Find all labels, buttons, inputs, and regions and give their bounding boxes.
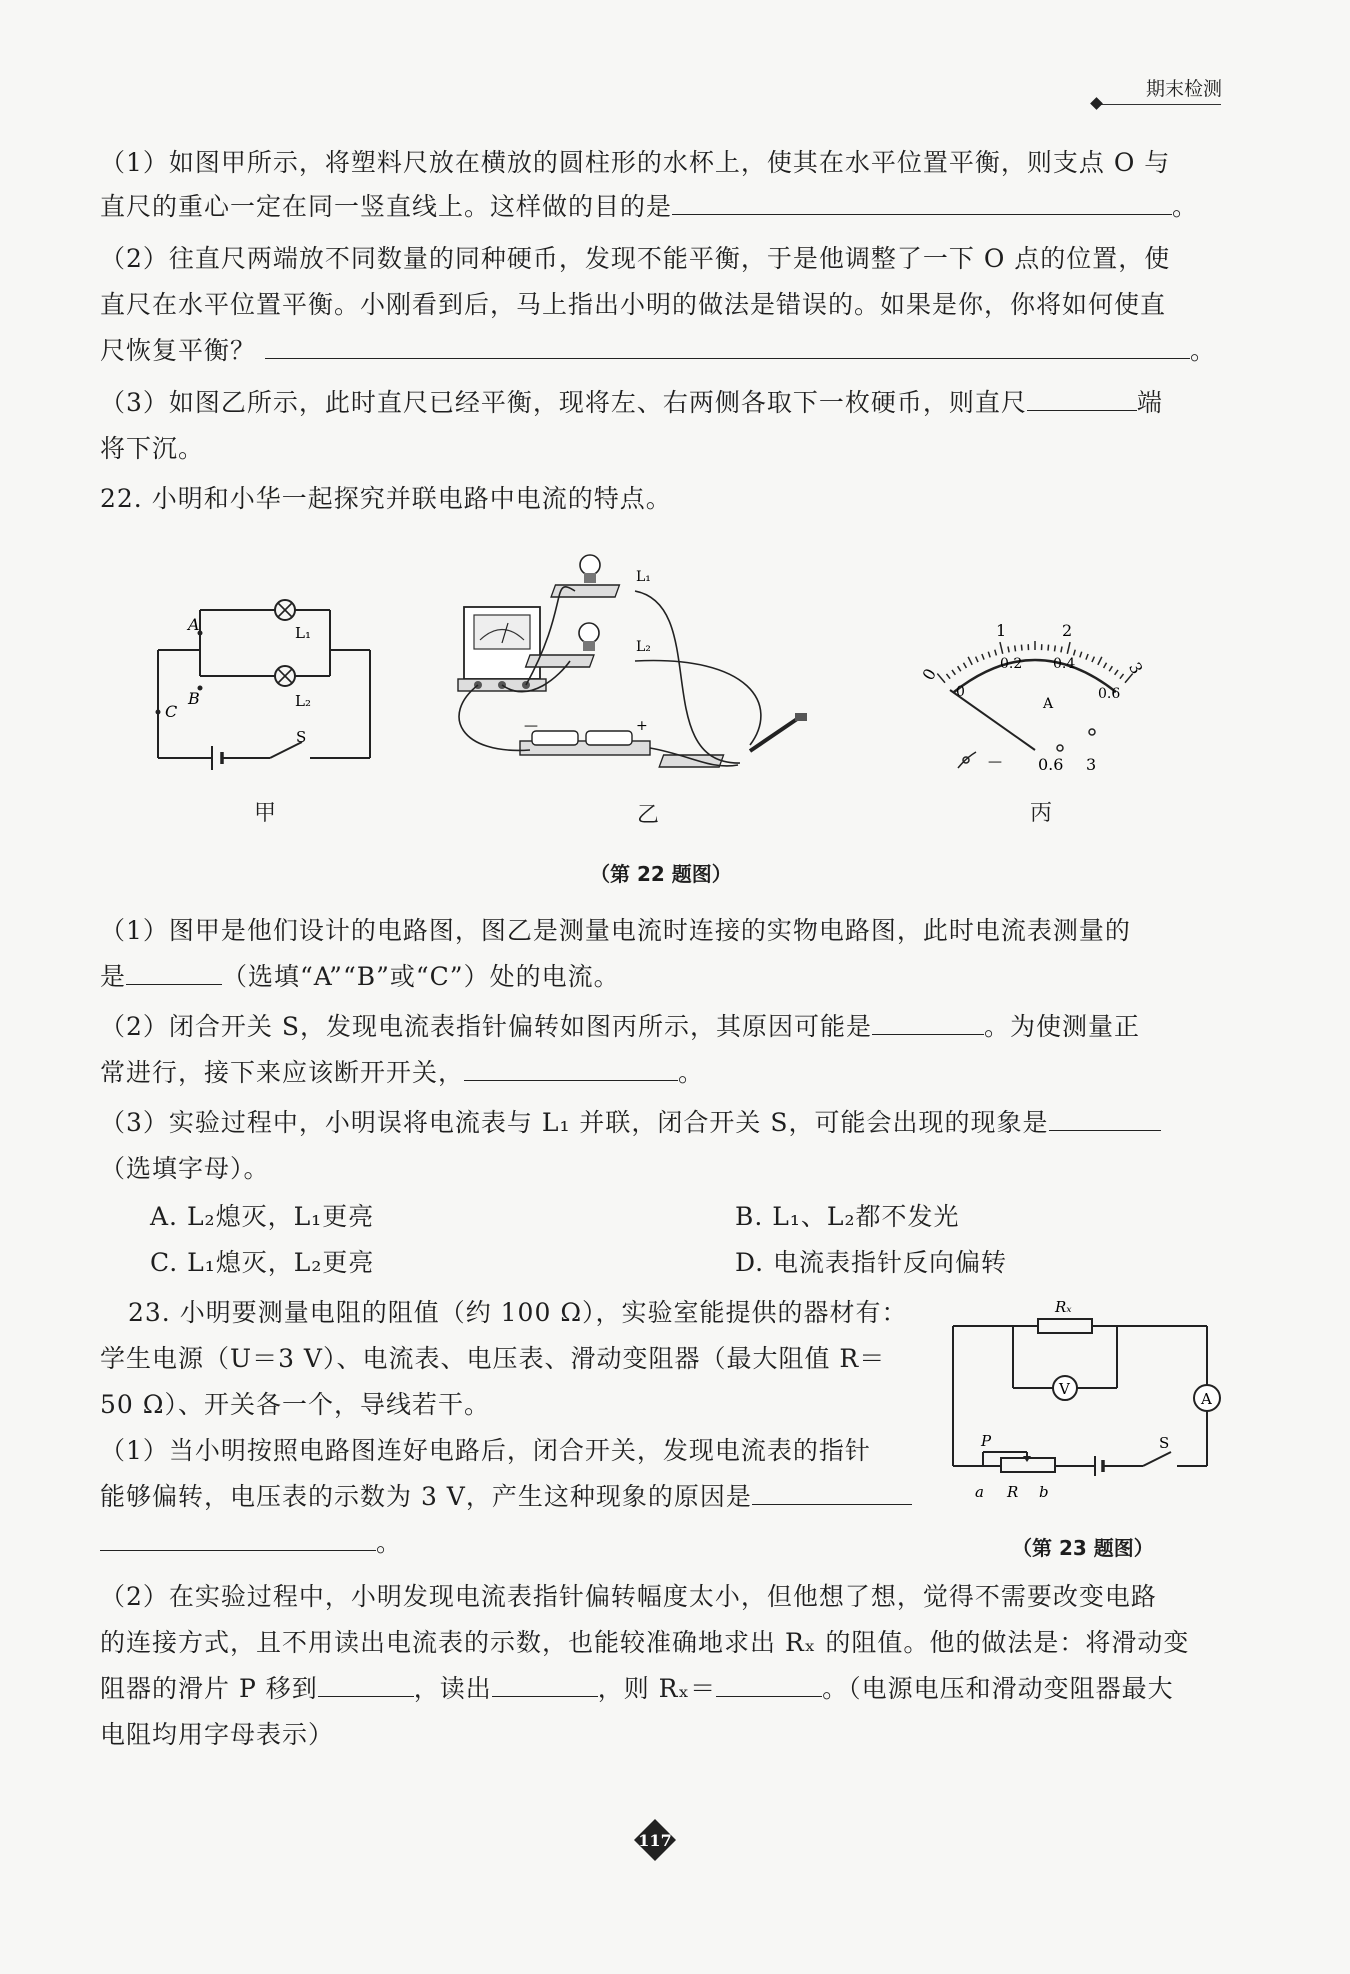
dial-tick (1067, 642, 1070, 654)
header-rule (1096, 104, 1221, 105)
page-number: 117 (638, 1831, 672, 1850)
label-b: b (1039, 1483, 1049, 1501)
q23-line1: 23. 小明要测量电阻的阻值（约 100 Ω），实验室能提供的器材有： (128, 1298, 908, 1327)
label-L1: L₁ (295, 624, 311, 642)
q22-part1-line1: （1）图甲是他们设计的电路图，图乙是测量电流时连接的实物电路图，此时电流表测量的 (100, 916, 1131, 945)
resistor-Rx (1038, 1319, 1092, 1333)
fig-label-jia: 甲 (254, 801, 277, 826)
tick-0-bottom: 0 (956, 684, 965, 700)
dial-tick (1000, 642, 1003, 654)
ammeter-dial-bing (910, 600, 1150, 780)
q22-part2-line1: （2）闭合开关 S，发现电流表指针偏转如图丙所示，其原因可能是 。为使测量正 (100, 1012, 1140, 1041)
dial-tick (1015, 645, 1016, 651)
voltmeter-icon (1053, 1376, 1077, 1400)
q22-part3-line1: （3）实验过程中，小明误将电流表与 L₁ 并联，闭合开关 S，可能会出现的现象是 (100, 1100, 1222, 1146)
dial-tick (1086, 654, 1088, 660)
label-L1: L₁ (636, 569, 651, 585)
label-A: A (188, 615, 200, 634)
fig-label-yi: 乙 (637, 803, 660, 828)
ammeter-device-icon (458, 607, 546, 691)
dial-tick (968, 657, 972, 665)
q22-part2-line2: 常进行，接下来应该断开开关， 。 (100, 1058, 705, 1087)
label-S: S (1159, 1434, 1170, 1452)
q23-part1-line2: 能够偏转，电压表的示数为 3 V，产生这种现象的原因是 (100, 1474, 930, 1520)
terminal-3: 3 (1086, 755, 1097, 774)
q21-part3-line2: 将下沉。 (100, 434, 205, 463)
q21-part2-line2: 直尺在水平位置平衡。小刚看到后，马上指出小明的做法是错误的。如果是你，你将如何使直 (100, 290, 1167, 319)
dial-tick (976, 657, 978, 662)
meter-unit: A (1043, 696, 1054, 712)
label-R: R (1007, 1483, 1019, 1501)
dial-tick (1120, 674, 1124, 679)
tick-0-top: 0 (918, 665, 941, 684)
label-L2: L₂ (295, 692, 311, 710)
q21-part3-line1: （3）如图乙所示，此时直尺已经平衡，现将左、右两侧各取下一枚硬币，则直尺 端 (100, 388, 1163, 417)
dial-tick (1080, 652, 1082, 658)
switch-device-icon (659, 713, 807, 767)
dial-tick (1021, 645, 1022, 651)
q23-part2-line2: 的连接方式，且不用读出电流表的示数，也能较准确地求出 Rₓ 的阻值。他的做法是：将滑动变 (100, 1628, 1190, 1657)
dial-tick (988, 652, 990, 658)
q21-part2-line3: 尺恢复平衡？ 。 (100, 336, 1216, 365)
q23-part2-line4: 电阻均用字母表示） (100, 1720, 335, 1749)
fig23-caption: （第 23 题图） (1012, 1536, 1154, 1560)
dial-tick (1048, 645, 1049, 651)
dial-tick (982, 654, 984, 660)
lamp-L2-icon (275, 666, 295, 686)
q23-part1-line3: 。 (100, 1520, 930, 1566)
q22-part3-line2: （选填字母）。 (100, 1154, 270, 1183)
label-C: C (165, 702, 178, 721)
tick-02-bottom: 0.2 (1000, 656, 1023, 672)
dial-tick (946, 674, 950, 679)
dial-tick (958, 666, 961, 671)
q22-option-B: B. L₁、L₂都不发光 (735, 1202, 960, 1231)
dial-tick (995, 650, 997, 656)
header-title: 期末检测 (1145, 78, 1222, 100)
svg-text:A: A (1201, 1390, 1212, 1408)
q22-title: 22. 小明和小华一起探究并联电路中电流的特点。 (100, 484, 672, 513)
dial-tick (1109, 666, 1112, 671)
tick-04-bottom: 0.4 (1053, 656, 1076, 672)
q22-option-A: A. L₂熄灭，L₁更亮 (150, 1202, 375, 1231)
svg-text:V: V (1059, 1380, 1070, 1398)
label-B: B (188, 689, 200, 708)
dial-tick (1115, 670, 1118, 675)
tick-3-top: 3 (1125, 659, 1147, 678)
terminal-06: 0.6 (1038, 755, 1064, 774)
q21-part2-line1: （2）往直尺两端放不同数量的同种硬币，发现不能平衡，于是他调整了一下 O 点的位置，使 (100, 244, 1171, 273)
svg-text:—: — (524, 718, 538, 734)
dial-tick (1008, 647, 1009, 653)
q23-line3: 50 Ω）、开关各一个，导线若干。 (100, 1390, 490, 1419)
q21-part1-line1: （1）如图甲所示，将塑料尺放在横放的圆柱形的水杯上，使其在水平位置平衡，则支点 O 与 (100, 148, 1171, 177)
dial-tick (1098, 657, 1102, 665)
q23-part1-line1: （1）当小明按照电路图连好电路后，闭合开关，发现电流表的指针 (100, 1436, 871, 1465)
circuit-diagram-jia (150, 590, 380, 780)
tick-1-top: 1 (996, 621, 1007, 640)
fig22-caption: （第 22 题图） (590, 862, 732, 886)
battery-pack-icon (520, 718, 650, 755)
header-diamond-icon (1090, 97, 1103, 110)
label-a: a (975, 1483, 984, 1501)
q21-part1-line2: 直尺的重心一定在同一竖直线上。这样做的目的是 。 (100, 192, 1199, 221)
q22-part1-line2: 是 （选填“A”“B”或“C”）处的电流。 (100, 962, 620, 991)
label-S: S (296, 728, 307, 746)
q22-option-C: C. L₁熄灭，L₂更亮 (150, 1248, 375, 1277)
label-P: P (981, 1432, 992, 1450)
svg-text:+: + (636, 718, 648, 734)
dial-tick (1074, 650, 1076, 656)
dial-tick (963, 663, 966, 668)
tick-2-top: 2 (1062, 621, 1073, 640)
physical-circuit-yi (450, 545, 860, 780)
q23-part2-line3: 阻器的滑片 P 移到 ，读出 ，则 Rₓ＝ 。（电源电压和滑动变阻器最大 (100, 1674, 1174, 1703)
q22-option-D: D. 电流表指针反向偏转 (735, 1248, 1008, 1277)
dial-tick (1054, 645, 1055, 651)
page-number-badge (633, 1818, 677, 1862)
dial-tick (1061, 647, 1062, 653)
q23-part2-line1: （2）在实验过程中，小明发现电流表指针偏转幅度太小，但他想了想，觉得不需要改变电路 (100, 1582, 1157, 1611)
ammeter-icon (1194, 1385, 1220, 1411)
label-L2: L₂ (636, 639, 651, 655)
dial-tick (1092, 657, 1094, 662)
fig-label-bing: 丙 (1030, 801, 1053, 826)
q23-line2: 学生电源（U＝3 V）、电流表、电压表、滑动变阻器（最大阻值 R＝ (100, 1344, 886, 1373)
lamp-L1-icon (275, 600, 295, 620)
dial-tick (1104, 663, 1107, 668)
circuit-diagram-q23 (945, 1290, 1225, 1510)
dial-tick (952, 670, 955, 675)
tick-06-bottom: 0.6 (1098, 686, 1121, 702)
label-Rx: Rₓ (1055, 1298, 1072, 1316)
terminal-minus: — (988, 754, 1002, 770)
